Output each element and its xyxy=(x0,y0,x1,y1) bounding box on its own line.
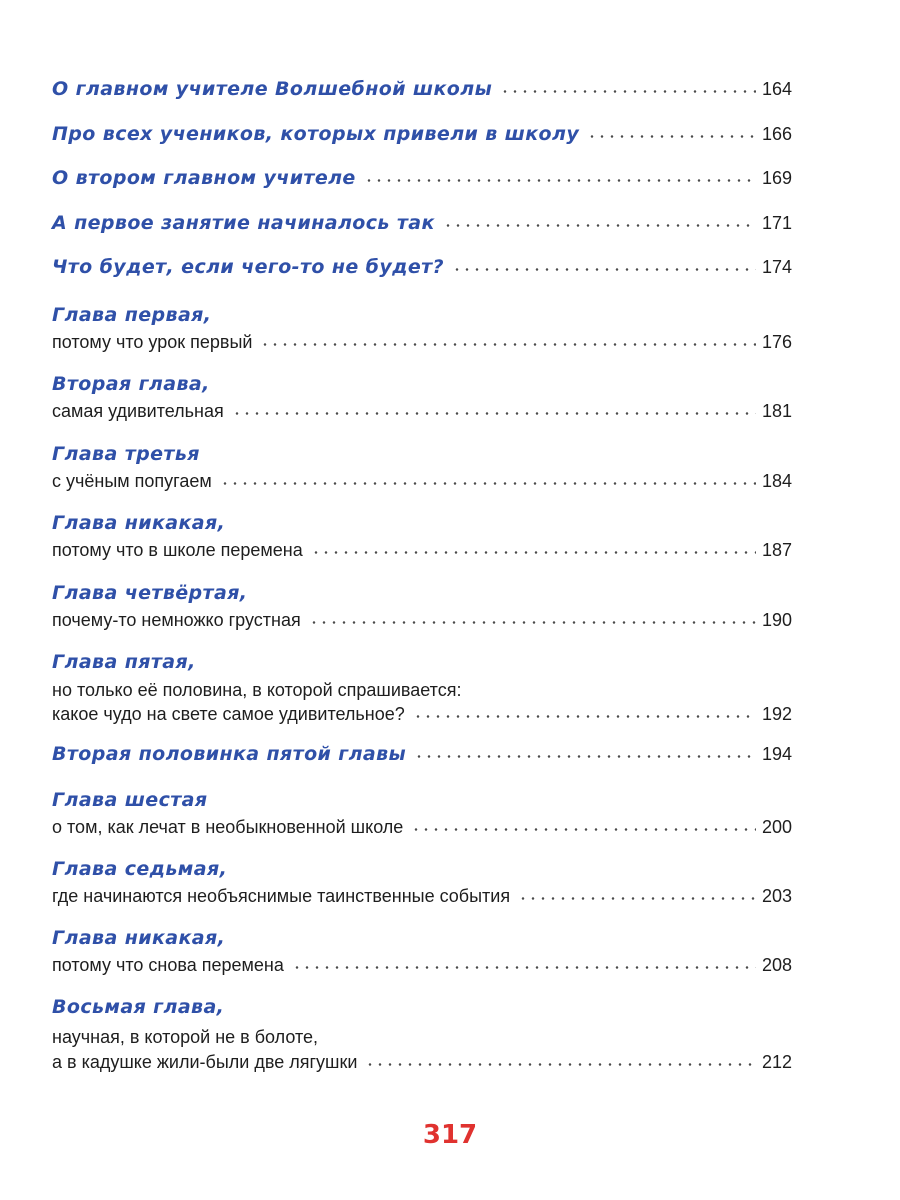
leader-dots xyxy=(414,755,756,758)
leader-dots xyxy=(500,90,756,93)
leader-dots xyxy=(413,715,756,718)
chapter-subtitle: самая удивительная xyxy=(52,401,224,421)
leader-dots xyxy=(232,412,756,415)
toc-entry[interactable] xyxy=(52,401,792,422)
chapter-subtitle-line: научная, в которой не в болоте, xyxy=(52,1027,319,1047)
toc-entry-title: О втором главном учителе xyxy=(52,167,356,189)
toc-entry[interactable] xyxy=(52,817,792,838)
chapter-subtitle: с учёным попугаем xyxy=(52,471,212,491)
toc-entry-title: Вторая половинка пятой главы xyxy=(52,743,407,765)
chapter-heading: Вторая глава, xyxy=(52,373,210,395)
chapter-heading: Глава никакая, xyxy=(52,927,226,949)
leader-dots xyxy=(260,343,756,346)
page-number: 317 xyxy=(422,1120,478,1150)
chapter-subtitle: потому что урок первый xyxy=(52,332,253,352)
leader-dots xyxy=(309,621,756,624)
chapter-heading: Глава пятая, xyxy=(52,651,196,673)
toc-entry[interactable] xyxy=(52,1052,792,1073)
toc-page-number: 169 xyxy=(761,168,792,188)
toc-page-number: 184 xyxy=(761,471,792,491)
leader-dots xyxy=(292,966,756,969)
toc-page-number: 190 xyxy=(761,610,792,630)
leader-dots xyxy=(452,268,756,271)
toc-page-number: 164 xyxy=(761,79,792,99)
toc-entry[interactable] xyxy=(52,955,792,976)
toc-page-number: 171 xyxy=(761,213,792,233)
toc-page-number: 174 xyxy=(761,257,792,277)
toc-page-number: 203 xyxy=(761,886,792,906)
chapter-heading: Глава третья xyxy=(52,443,200,465)
chapter-subtitle: потому что снова перемена xyxy=(52,955,284,975)
toc-entry[interactable] xyxy=(52,256,792,278)
chapter-heading: Глава никакая, xyxy=(52,512,226,534)
toc-entry[interactable] xyxy=(52,886,792,907)
toc-entry[interactable] xyxy=(52,704,792,725)
toc-entry[interactable] xyxy=(52,212,792,234)
leader-dots xyxy=(587,135,756,138)
chapter-heading: Восьмая глава, xyxy=(52,996,225,1018)
toc-page-number: 166 xyxy=(761,124,792,144)
leader-dots xyxy=(364,179,756,182)
toc-entry[interactable] xyxy=(52,471,792,492)
toc-entry-title: Что будет, если чего-то не будет? xyxy=(52,256,444,278)
toc-page-number: 194 xyxy=(761,744,792,764)
leader-dots xyxy=(220,482,756,485)
chapter-subtitle: почему-то немножко грустная xyxy=(52,610,301,630)
toc-entry[interactable] xyxy=(52,167,792,189)
leader-dots xyxy=(443,224,756,227)
toc-entry[interactable] xyxy=(52,610,792,631)
chapter-subtitle-line: но только её половина, в которой спрашивается: xyxy=(52,680,462,700)
toc-entry-title: Про всех учеников, которых привели в школу xyxy=(52,123,580,145)
toc-entry[interactable] xyxy=(52,332,792,353)
chapter-subtitle: о том, как лечат в необыкновенной школе xyxy=(52,817,404,837)
chapter-heading: Глава седьмая, xyxy=(52,858,228,880)
leader-dots xyxy=(518,897,756,900)
toc-page-number: 176 xyxy=(761,332,792,352)
toc-page-number: 200 xyxy=(761,817,792,837)
chapter-subtitle: какое чудо на свете самое удивительное? xyxy=(52,704,405,724)
toc-page-number: 212 xyxy=(761,1052,792,1072)
leader-dots xyxy=(311,551,756,554)
chapter-subtitle: а в кадушке жили-были две лягушки xyxy=(52,1052,358,1072)
toc-page-number: 192 xyxy=(761,704,792,724)
toc-entry-title: А первое занятие начиналось так xyxy=(52,212,435,234)
leader-dots xyxy=(365,1063,756,1066)
chapter-heading: Глава первая, xyxy=(52,304,212,326)
chapter-heading: Глава шестая xyxy=(52,789,208,811)
toc-page-number: 181 xyxy=(761,401,792,421)
toc-entry[interactable] xyxy=(52,123,792,145)
chapter-subtitle: потому что в школе перемена xyxy=(52,540,303,560)
toc-page-number: 187 xyxy=(761,540,792,560)
toc-page-number: 208 xyxy=(761,955,792,975)
toc-entry[interactable] xyxy=(52,743,792,765)
toc-entry-title: О главном учителе Волшебной школы xyxy=(52,78,493,100)
toc-entry[interactable] xyxy=(52,78,792,100)
chapter-subtitle: где начинаются необъяснимые таинственные события xyxy=(52,886,511,906)
leader-dots xyxy=(411,828,756,831)
toc-entry[interactable] xyxy=(52,540,792,561)
chapter-heading: Глава четвёртая, xyxy=(52,582,248,604)
